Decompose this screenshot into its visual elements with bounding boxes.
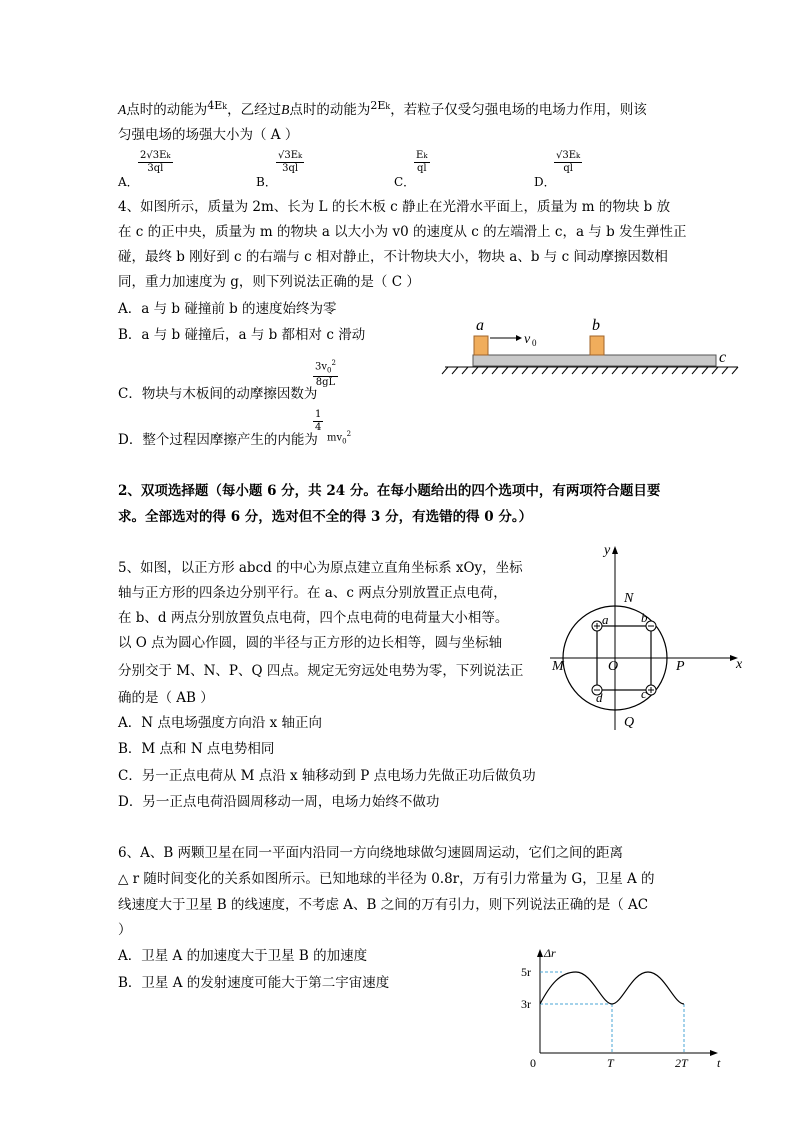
label-c: c <box>641 686 647 701</box>
q3-option-d-fraction <box>554 150 582 175</box>
q3-option-a-den: 3ql <box>138 162 173 175</box>
q3-option-a-label: A． <box>118 175 139 189</box>
q3-option-d-sub: k <box>576 152 581 160</box>
q3-option-c-sub: k <box>423 152 428 160</box>
label-v: v <box>524 332 531 347</box>
q5-line2: 轴与正方形的四条边分别平行。在 a、c 两点分别放置正点电荷， <box>118 585 507 601</box>
q3-option-c-den: ql <box>414 162 430 175</box>
label-b: b <box>592 317 600 334</box>
label-t: t <box>717 1056 721 1070</box>
q3-option-d-num: √3E <box>556 150 577 161</box>
q5-option-c: C．另一正点电荷从 M 点沿 x 轴移动到 P 点电场力先做正功后做负功 <box>118 768 536 784</box>
q3-option-a-sub: k <box>166 152 171 160</box>
label-delta-r: Δr <box>544 946 556 960</box>
charge-b <box>646 621 656 631</box>
q3-option-b-label: B． <box>256 175 277 189</box>
y-axis-arrow <box>612 546 618 554</box>
label-M: M <box>552 659 564 674</box>
velocity-arrowhead <box>516 335 522 341</box>
section2-line2: 求。全部选对的得 6 分，选对但不全的得 3 分，有选错的得 0 分。） <box>118 509 533 525</box>
q3-option-c-num: E <box>416 150 424 161</box>
q3-option-b-fraction <box>276 150 304 175</box>
delta-r-curve <box>540 972 684 1004</box>
q5-line5: 分别交于 M、N、P、Q 四点。规定无穷远处电势为零，下列说法正 <box>118 663 524 679</box>
charge-c <box>646 685 656 695</box>
q3-line2: 匀强电场的场强大小为（ A ） <box>118 127 299 143</box>
q6-line3: 线速度大于卫星 B 的线速度，不考虑 A、B 之间的万有引力，则下列说法正确的是（ AC <box>118 897 649 913</box>
q4-option-a: A．a 与 b 碰撞前 b 的速度始终为零 <box>118 301 337 317</box>
q5-line4: 以 O 点为圆心作圆，圆的半径与正方形的边长相等，圆与坐标轴 <box>118 635 503 651</box>
q3-option-b-num: √3E <box>278 150 299 161</box>
q6-line2: △ r 随时间变化的关系如图所示。已知地球的半径为 0.8r，万有引力常量为 G，卫星 A 的 <box>118 871 655 887</box>
q5-option-b: B．M 点和 N 点电势相同 <box>118 741 275 757</box>
block-b <box>590 336 604 355</box>
label-N: N <box>624 591 634 606</box>
section2-line1: 2、双项选择题（每小题 6 分，共 24 分。在每小题给出的四个选项中，有两项符合题目要 <box>118 483 661 499</box>
label-d: d <box>596 690 603 705</box>
board-c <box>473 355 716 366</box>
q3-option-b-sub: k <box>298 152 303 160</box>
q4-option-d-mv-text: mv <box>327 432 343 444</box>
q6-line1: 6、A、B 两颗卫星在同一平面内沿同一方向绕地球做匀速圆周运动，它们之间的距离 <box>118 845 624 861</box>
tick-3r: 3r <box>521 997 531 1011</box>
q4-option-c-num: 3v <box>315 361 328 373</box>
q3-energy-2-sub: k <box>385 102 391 111</box>
q4-board-figure <box>440 310 740 380</box>
q4-option-b: B．a 与 b 碰撞后，a 与 b 都相对 c 滑动 <box>118 327 366 343</box>
q3-option-a-fraction <box>138 150 173 175</box>
label-O: O <box>608 659 619 674</box>
label-b: b <box>641 610 648 625</box>
block-a <box>474 336 488 355</box>
q6-distance-time-graph <box>512 945 732 1073</box>
q5-line6: 确的是（ AB ） <box>118 690 214 706</box>
q4-option-c-den: 8gL <box>313 376 338 389</box>
q3-text: ，乙经过 <box>227 102 282 118</box>
q4-option-d <box>118 431 318 449</box>
q6-line4: ） <box>118 922 132 938</box>
q3-option-c-label: C． <box>394 175 416 189</box>
q5-line3: 在 b、d 两点分别放置负点电荷，四个点电荷的电荷量大小相等。 <box>118 610 509 626</box>
label-c: c <box>719 349 727 366</box>
q4-option-c <box>118 385 317 403</box>
q3-point-a: A <box>118 102 127 117</box>
q3-text: ，若粒子仅受匀强电场的电场力作用，则该 <box>390 102 647 118</box>
q3-option-c-fraction <box>414 150 430 175</box>
q4-option-d-text: D．整个过程因摩擦产生的内能为 <box>118 432 318 448</box>
q4-option-d-mv: $mv_0^2$ <box>327 430 352 446</box>
charge-a <box>592 621 602 631</box>
q3-option-d-den: ql <box>554 162 582 175</box>
q4-line3: 碰，最终 b 刚好到 c 的右端与 c 相对静止，不计物块大小，物块 a、b 与 c 间动摩擦因数相 <box>118 249 668 265</box>
q3-energy-1: 4E <box>207 99 223 112</box>
q4-option-c-text: C．物块与木板间的动摩擦因数为 <box>118 386 318 402</box>
q5-square-circle-figure <box>540 540 750 740</box>
label-v-sub: 0 <box>532 338 537 348</box>
tick-origin: 0 <box>530 1056 536 1070</box>
label-a: a <box>476 317 484 334</box>
label-y: y <box>604 543 611 558</box>
q6-option-b: B．卫星 A 的发射速度可能大于第二宇宙速度 <box>118 975 390 991</box>
q4-option-d-num: 1 <box>315 409 322 420</box>
q4-line4: 同，重力加速度为 g，则下列说法正确的是（ C ） <box>118 274 420 290</box>
q4-option-d-fraction <box>313 409 323 434</box>
ground-hatch <box>442 367 738 374</box>
y-axis-arrow <box>537 949 543 957</box>
tick-5r: 5r <box>521 965 531 979</box>
tick-T: T <box>607 1056 614 1070</box>
q5-line1: 5、如图，以正方形 abcd 的中心为原点建立直角坐标系 xOy，坐标 <box>118 560 523 576</box>
label-Q: Q <box>624 715 635 730</box>
label-P: P <box>676 659 685 674</box>
q4-line2: 在 c 的正中央，质量为 m 的物块 a 以大小为 v0 的速度从 c 的左端滑上 c，a 与 b 发生弹性正 <box>118 224 687 240</box>
q5-option-d: D．另一正点电荷沿圆周移动一周，电场力始终不做功 <box>118 794 440 810</box>
q3-point-b: B <box>281 102 290 117</box>
q4-option-d-den: 4 <box>315 422 322 433</box>
q3-line1 <box>118 101 647 121</box>
q6-option-a: A．卫星 A 的加速度大于卫星 B 的加速度 <box>118 948 368 964</box>
q4-line1: 4、如图所示，质量为 2m、长为 L 的长木板 c 静止在光滑水平面上，质量为 m 的物块 b 放 <box>118 199 671 215</box>
tick-2T: 2T <box>675 1056 688 1070</box>
q3-text: 点时的动能为 <box>126 102 208 118</box>
q5-option-a: A．N 点电场强度方向沿 x 轴正向 <box>118 715 323 731</box>
q3-energy-1-sub: k <box>222 102 228 111</box>
q3-option-d-label: D． <box>534 175 556 189</box>
label-x: x <box>736 657 743 672</box>
q3-option-a-num: 2√3E <box>140 150 167 161</box>
label-a: a <box>602 612 609 627</box>
q3-option-b-den: 3ql <box>276 162 304 175</box>
q3-text: 点时的动能为 <box>289 102 371 118</box>
q3-energy-2: 2E <box>370 99 386 112</box>
q4-option-c-fraction: $\frac{3v_0^2}{8gL}$ <box>315 359 336 389</box>
